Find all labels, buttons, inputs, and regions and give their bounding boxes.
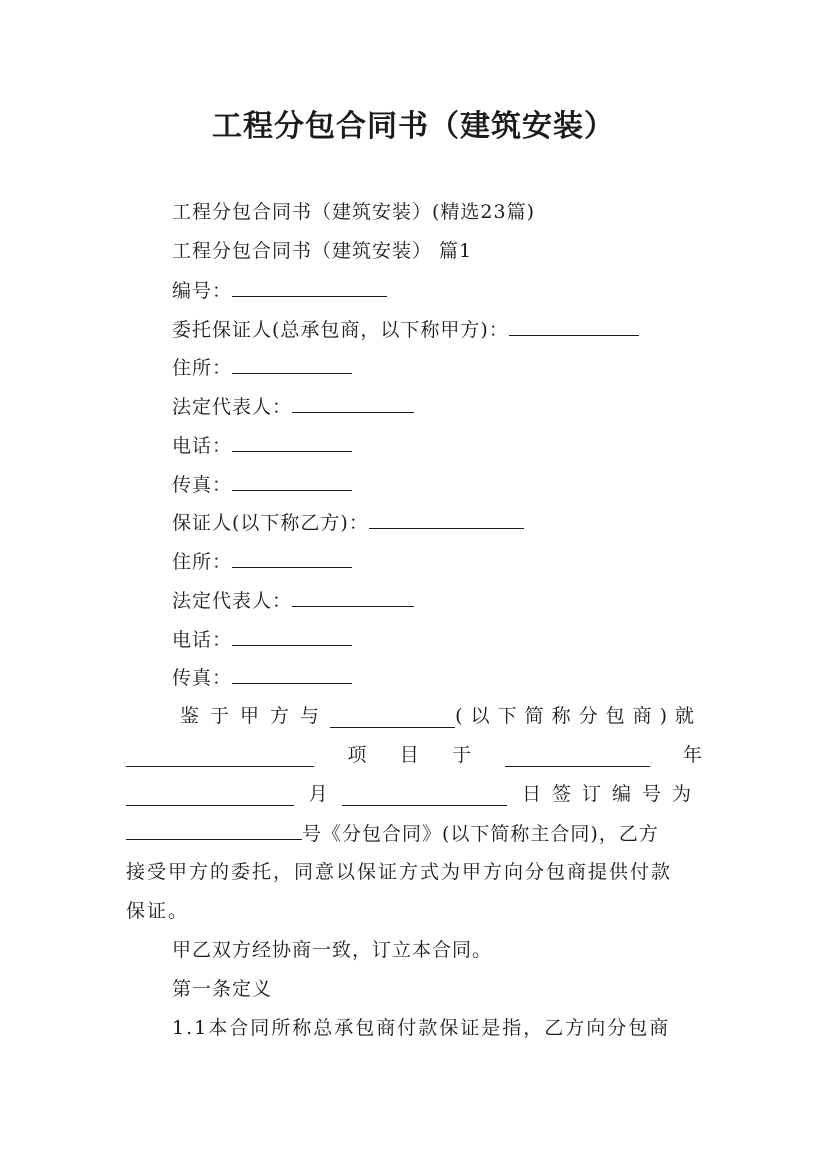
- chapter-heading: 工程分包合同书（建筑安装） 篇1: [172, 240, 473, 262]
- fax-row-2: [172, 665, 352, 690]
- entrust-blank: [509, 317, 639, 336]
- fax-blank-2: [232, 665, 352, 684]
- address-blank-2: [232, 549, 352, 568]
- guarantor-label: 保证人(以下称乙方)：: [172, 512, 369, 534]
- year-char: 年: [682, 744, 702, 766]
- legal-rep-blank-2: [292, 588, 414, 607]
- phone-label-2: 电话：: [172, 629, 233, 651]
- phone-label: 电话：: [172, 435, 233, 457]
- fax-label-2: 传真：: [172, 667, 233, 689]
- legal-rep-blank: [292, 394, 414, 413]
- whereas-line-3: [126, 782, 702, 806]
- guarantor-blank: [369, 510, 524, 529]
- fax-label: 传真：: [172, 474, 233, 496]
- address-row-2: [172, 549, 352, 574]
- agreement-line: 甲乙双方经协商一致，订立本合同。: [172, 939, 493, 961]
- whereas-mid: (以下简称分包商)就: [455, 705, 702, 727]
- fax-row: [172, 472, 352, 497]
- project-char-1: 项: [347, 744, 367, 766]
- month-char: 月: [308, 783, 328, 805]
- phone-row: [172, 433, 352, 458]
- phone-blank: [232, 433, 352, 452]
- article-1-heading: 第一条定义: [172, 978, 273, 1000]
- number-row: [172, 278, 387, 303]
- contract-ref: 号《分包合同》(以下简称主合同)，乙方: [302, 823, 659, 845]
- entrust-row: [172, 317, 639, 342]
- project-char-2: 目: [399, 744, 419, 766]
- project-blank: [126, 748, 314, 767]
- clause-1-1: 1.1本合同所称总承包商付款保证是指，乙方向分包商: [172, 1017, 671, 1039]
- contract-number-blank: [126, 821, 302, 840]
- whereas-line-2: [126, 743, 702, 767]
- phone-row-2: [172, 627, 352, 652]
- document-title: 工程分包合同书（建筑安装）: [212, 109, 615, 144]
- address-blank: [232, 355, 352, 374]
- address-label-2: 住所：: [172, 551, 233, 573]
- whereas-line-4: [126, 821, 702, 846]
- document-subtitle: 工程分包合同书（建筑安装）(精选23篇): [172, 201, 536, 223]
- entrust-label: 委托保证人(总承包商，以下称甲方)：: [172, 319, 509, 341]
- whereas-line-1: [180, 704, 702, 728]
- number-blank: [232, 278, 387, 297]
- phone-blank-2: [232, 627, 352, 646]
- month-blank: [126, 787, 294, 806]
- legal-rep-label-2: 法定代表人：: [172, 590, 293, 612]
- year-blank: [505, 748, 650, 767]
- whereas-lead: 鉴于甲方与: [180, 705, 331, 727]
- guarantor-row: [172, 510, 524, 535]
- party-blank: [330, 709, 455, 728]
- address-label: 住所：: [172, 357, 233, 379]
- address-row: [172, 355, 352, 380]
- legal-rep-label: 法定代表人：: [172, 396, 293, 418]
- legal-rep-row-2: [172, 588, 414, 613]
- sign-text: 日签订编号为: [521, 783, 702, 805]
- number-label: 编号：: [172, 280, 233, 302]
- day-blank: [342, 787, 507, 806]
- whereas-line-6: 保证。: [126, 900, 190, 922]
- at-char: 于: [452, 744, 472, 766]
- fax-blank: [232, 472, 352, 491]
- whereas-line-5: 接受甲方的委托，同意以保证方式为甲方向分包商提供付款: [126, 861, 673, 883]
- legal-rep-row: [172, 394, 414, 419]
